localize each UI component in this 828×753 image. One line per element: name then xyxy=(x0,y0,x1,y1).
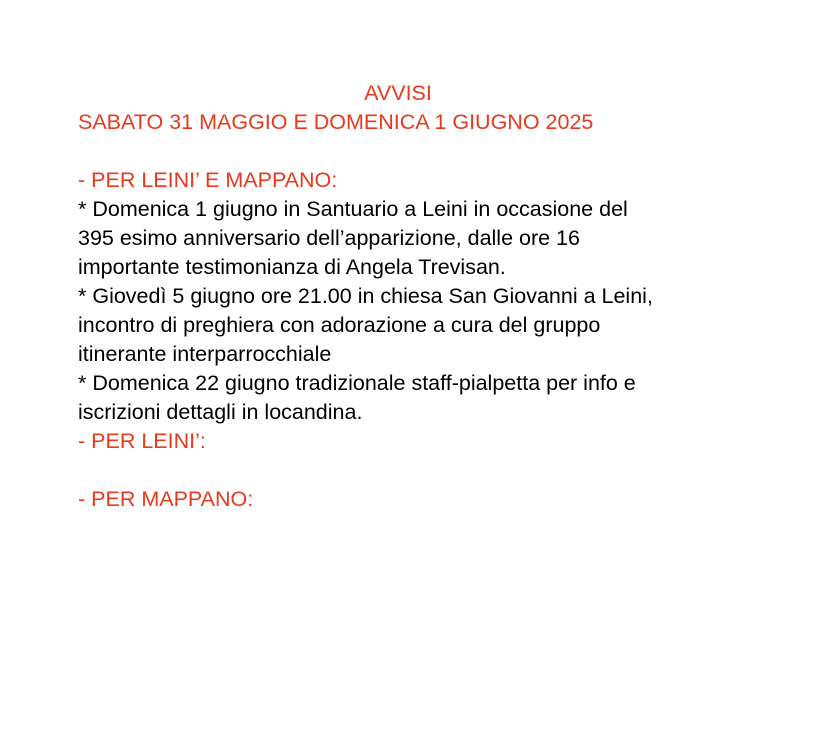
notice-line: * Domenica 22 giugno tradizionale staff-pialpetta per info e xyxy=(78,371,636,395)
blank-line xyxy=(78,137,778,166)
section-heading-mappano: - PER MAPPANO: xyxy=(78,487,254,511)
notice-line: incontro di preghiera con adorazione a cura del gruppo xyxy=(78,313,601,337)
notice-document xyxy=(78,79,778,514)
notice-line: * Domenica 1 giugno in Santuario a Leini in occasione del xyxy=(78,197,628,221)
section-heading-leini-mappano: - PER LEINI’ E MAPPANO: xyxy=(78,168,338,192)
notice-line: * Giovedì 5 giugno ore 21.00 in chiesa San Giovanni a Leini, xyxy=(78,284,653,308)
notice-date-line: SABATO 31 MAGGIO E DOMENICA 1 GIUGNO 2025 xyxy=(78,110,594,134)
notice-line: 395 esimo anniversario dell’apparizione, dalle ore 16 xyxy=(78,226,580,250)
blank-line xyxy=(78,456,778,485)
notice-line: itinerante interparrocchiale xyxy=(78,342,332,366)
notice-title: AVVISI xyxy=(364,81,432,105)
section-heading-leini: - PER LEINI’: xyxy=(78,429,206,453)
notice-line: iscrizioni dettagli in locandina. xyxy=(78,400,363,424)
notice-line: importante testimonianza di Angela Trevisan. xyxy=(78,255,506,279)
